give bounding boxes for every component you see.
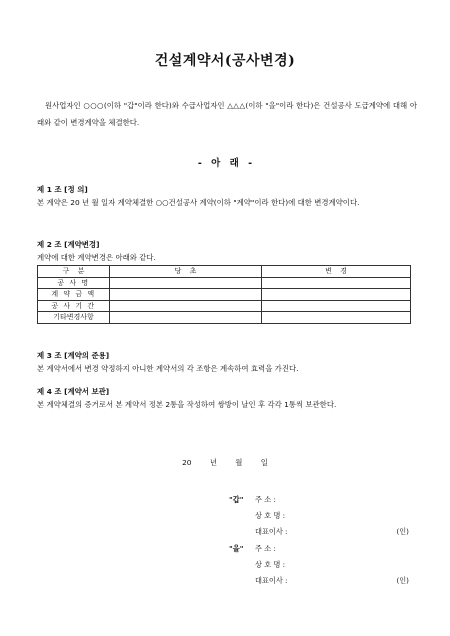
- signing-date: 20 년 월 일: [182, 458, 268, 467]
- original-cell[interactable]: [110, 277, 262, 289]
- seal-mark: (인): [396, 527, 409, 536]
- table-row: [38, 277, 411, 289]
- article-body: 본 계약체결의 증거로서 본 계약서 정본 2통을 작성하여 쌍방이 날인 후 각각 1통씩 보관한다.: [37, 400, 337, 409]
- table-header-row: [38, 266, 411, 278]
- representative-label: 대표이사 :: [255, 576, 288, 585]
- article-heading: 제 3 조 [계약의 준용]: [37, 351, 110, 360]
- address-label: 주 소 :: [255, 495, 276, 504]
- article-1: [37, 183, 427, 210]
- row-label: 공 사 기 간: [38, 300, 110, 312]
- article-4: [37, 385, 427, 412]
- table-row: [38, 312, 411, 324]
- column-header: 당 초: [110, 266, 262, 278]
- party-gap: [229, 492, 409, 540]
- representative-row: [229, 524, 409, 540]
- column-header: 변 경: [262, 266, 411, 278]
- company-row: [229, 508, 409, 524]
- column-header: 구 분: [38, 266, 110, 278]
- party-tag: "을": [229, 544, 244, 553]
- document-title: 건설계약서(공사변경): [154, 53, 296, 69]
- article-3: [37, 349, 427, 376]
- article-heading: 제 2 조 [계약변경]: [37, 240, 100, 249]
- changed-cell[interactable]: [262, 277, 411, 289]
- article-body: 본 계약서에서 변경 약정하지 아니한 계약서의 각 조항은 계속하여 효력을 가진다.: [37, 364, 299, 373]
- changed-cell[interactable]: [262, 300, 411, 312]
- article-body: 본 계약은 20 년 월 일자 계약체결한 ○○건설공사 계약(이하 "계약"이라 한다)에 대한 변경계약이다.: [37, 198, 360, 207]
- address-row: [229, 541, 409, 557]
- row-label: 기타변경사항: [38, 312, 110, 324]
- seal-mark: (인): [396, 576, 409, 585]
- change-table: [37, 265, 411, 324]
- intro-paragraph: 원사업자인 ○○○(이하 "갑"이라 한다)와 수급사업자인 △△△(이하 "을"이라 한다)은 건설공사 도급계약에 대해 아래와 같이 변경계약을 체결한다.: [37, 101, 417, 127]
- party-eul: [229, 541, 409, 589]
- article-2: [37, 238, 427, 265]
- article-body: 계약에 대한 계약변경은 아래와 같다.: [37, 253, 156, 262]
- original-cell[interactable]: [110, 300, 262, 312]
- company-row: [229, 557, 409, 573]
- row-label: 계 약 금 액: [38, 289, 110, 301]
- section-divider: - 아 래 -: [197, 158, 253, 169]
- row-label: 공 사 명: [38, 277, 110, 289]
- table-row: [38, 300, 411, 312]
- changed-cell[interactable]: [262, 312, 411, 324]
- company-label: 상 호 명 :: [255, 511, 286, 520]
- representative-row: [229, 573, 409, 589]
- address-label: 주 소 :: [255, 544, 276, 553]
- representative-label: 대표이사 :: [255, 527, 288, 536]
- table-row: [38, 289, 411, 301]
- original-cell[interactable]: [110, 312, 262, 324]
- party-tag: "갑": [229, 495, 244, 504]
- article-heading: 제 4 조 [계약서 보관]: [37, 387, 110, 396]
- company-label: 상 호 명 :: [255, 560, 286, 569]
- address-row: [229, 492, 409, 508]
- original-cell[interactable]: [110, 289, 262, 301]
- changed-cell[interactable]: [262, 289, 411, 301]
- article-heading: 제 1 조 [정 의]: [37, 185, 88, 194]
